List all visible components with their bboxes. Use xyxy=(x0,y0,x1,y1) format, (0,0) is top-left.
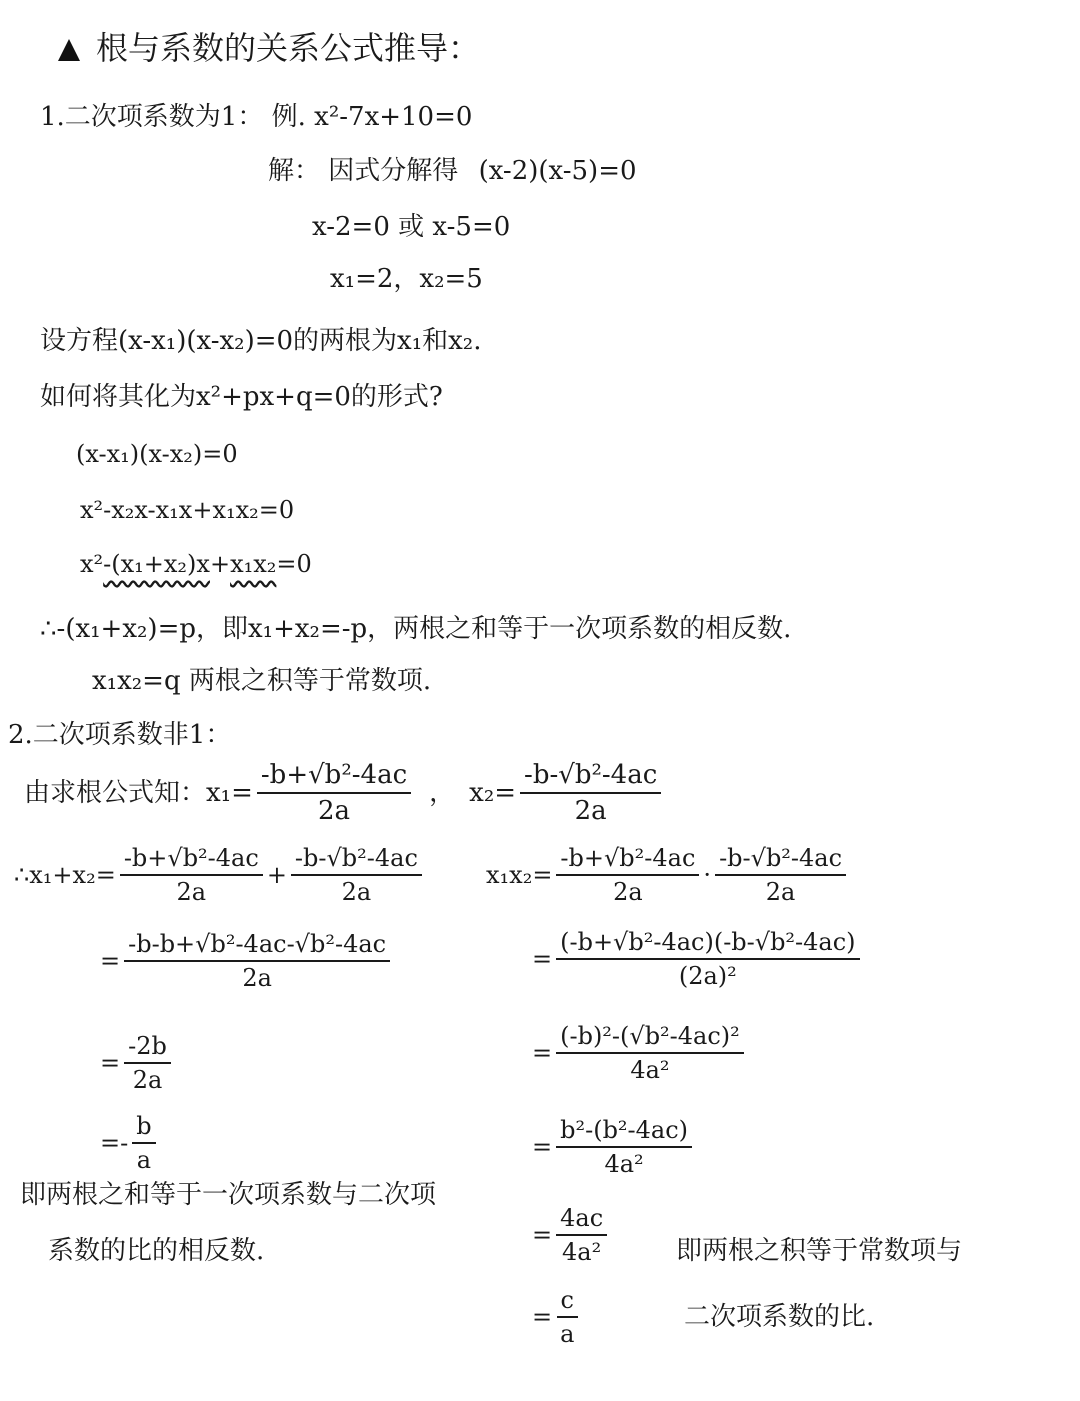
x1-fraction xyxy=(257,762,411,824)
product-term-underlined: x₁x₂ xyxy=(230,550,277,578)
x1-denominator: 2a xyxy=(317,796,351,826)
sum-step-3-fraction xyxy=(124,1034,171,1092)
sum-step-4-denominator: a xyxy=(136,1146,152,1174)
sum-lhs: ∴x₁+x₂= xyxy=(14,861,116,889)
case2-heading: 2.二次项系数非1： xyxy=(8,720,232,750)
sum-step-2-fraction xyxy=(124,932,390,990)
example-equation: x²-7x+10=0 xyxy=(314,102,473,132)
sum-step-4-prefix: =- xyxy=(100,1129,129,1157)
product-step-3-fraction xyxy=(556,1024,744,1082)
product-step-5 xyxy=(532,1206,611,1264)
product-step-5-numerator: 4ac xyxy=(556,1206,607,1236)
product-step-3-numerator: (-b)²-(√b²-4ac)² xyxy=(556,1024,744,1054)
expand-step-3-e: =0 xyxy=(276,550,312,578)
or-step-left: x-2=0 xyxy=(312,212,390,242)
product-step-5-fraction xyxy=(556,1206,607,1264)
x2-lhs: x₂= xyxy=(469,778,517,808)
sum-fraction-1 xyxy=(120,846,263,904)
title xyxy=(58,29,481,67)
sum-f1-numerator: -b+√b²-4ac xyxy=(120,846,263,876)
x1-lhs: x₁= xyxy=(206,778,253,808)
product-lhs: x₁x₂= xyxy=(486,861,553,889)
product-step-6-denominator: a xyxy=(560,1320,575,1348)
root-formula-intro: 由求根公式知： xyxy=(24,778,207,808)
example-label: 例. xyxy=(271,102,306,132)
product-step-2-denominator: (2a)² xyxy=(678,962,737,990)
equals-sign: = xyxy=(532,1133,553,1161)
sum-step-3 xyxy=(100,1034,175,1092)
or-step-line xyxy=(312,214,510,240)
product-step-2-numerator: (-b+√b²-4ac)(-b-√b²-4ac) xyxy=(556,930,859,960)
product-f1-numerator: -b+√b²-4ac xyxy=(556,846,699,876)
sum-step-3-numerator: -2b xyxy=(124,1034,171,1064)
product-step-6-numerator: c xyxy=(557,1288,578,1318)
solution-line xyxy=(268,158,637,184)
expand-step-3 xyxy=(80,552,312,576)
product-step-2-fraction xyxy=(556,930,859,988)
sum-conclusion-1: 即两根之和等于一次项系数与二次项 xyxy=(20,1180,437,1210)
triangle-bullet-icon xyxy=(58,39,80,61)
sum-step-1 xyxy=(14,846,426,904)
product-step-4 xyxy=(532,1118,696,1176)
sum-step-3-denominator: 2a xyxy=(132,1066,163,1094)
sum-f2-denominator: 2a xyxy=(341,878,372,906)
sum-term-underlined: -(x₁+x₂)x xyxy=(103,550,210,578)
equals-sign: = xyxy=(532,1303,553,1331)
product-step-2 xyxy=(532,930,864,988)
product-step-4-denominator: 4a² xyxy=(604,1150,644,1178)
product-step-3-denominator: 4a² xyxy=(630,1056,670,1084)
product-step-4-fraction xyxy=(556,1118,692,1176)
product-step-4-numerator: b²-(b²-4ac) xyxy=(556,1118,692,1148)
roots-line: x₁=2，x₂=5 xyxy=(330,264,483,294)
sum-conclusion-2: 系数的比的相反数. xyxy=(48,1236,265,1266)
factored-equation: (x-2)(x-5)=0 xyxy=(478,156,637,186)
product-f2-denominator: 2a xyxy=(765,878,796,906)
root-formula-line xyxy=(24,762,665,824)
equals-sign: = xyxy=(532,1221,553,1249)
product-conclusion-1: 即两根之积等于常数项与 xyxy=(676,1236,963,1266)
x1-numerator: -b+√b²-4ac xyxy=(257,762,411,794)
sum-fraction-2 xyxy=(291,846,422,904)
conclusion-sum: ∴-(x₁+x₂)=p，即x₁+x₂=-p，两根之和等于一次项系数的相反数. xyxy=(40,614,792,644)
product-conclusion-2: 二次项系数的比. xyxy=(684,1302,875,1332)
assume-line: 设方程(x-x₁)(x-x₂)=0的两根为x₁和x₂. xyxy=(40,326,482,356)
x2-numerator: -b-√b²-4ac xyxy=(520,762,661,794)
or-step-right: x-5=0 xyxy=(432,212,511,242)
product-step-6-fraction xyxy=(556,1288,578,1346)
sum-step-2 xyxy=(100,932,394,990)
sum-step-2-numerator: -b-b+√b²-4ac-√b²-4ac xyxy=(124,932,390,962)
or-word: 或 xyxy=(398,212,425,242)
equals-sign: = xyxy=(532,1039,553,1067)
product-f2-numerator: -b-√b²-4ac xyxy=(715,846,846,876)
formula-comma: ， xyxy=(429,778,456,808)
sum-step-4 xyxy=(100,1114,160,1172)
title-text: 根与系数的关系公式推导： xyxy=(96,29,481,67)
product-fraction-1 xyxy=(556,846,699,904)
expand-step-3-a: x² xyxy=(80,550,104,578)
expand-step-1: (x-x₁)(x-x₂)=0 xyxy=(76,440,238,468)
sum-step-4-fraction xyxy=(132,1114,155,1172)
sum-step-4-numerator: b xyxy=(132,1114,155,1144)
equals-sign: = xyxy=(100,1049,121,1077)
product-fraction-2 xyxy=(715,846,846,904)
conclusion-product: x₁x₂=q 两根之积等于常数项. xyxy=(92,666,432,696)
product-step-1 xyxy=(486,846,850,904)
x2-fraction xyxy=(520,762,661,824)
sum-step-2-denominator: 2a xyxy=(242,964,272,992)
sum-plus: + xyxy=(266,861,287,889)
product-step-3 xyxy=(532,1024,748,1082)
question-line: 如何将其化为x²+px+q=0的形式? xyxy=(40,382,443,412)
solution-text: 因式分解得 xyxy=(328,156,459,186)
equals-sign: = xyxy=(532,945,553,973)
sum-f2-numerator: -b-√b²-4ac xyxy=(291,846,422,876)
x2-denominator: 2a xyxy=(574,796,607,826)
case1-heading-line xyxy=(40,104,472,130)
product-f1-denominator: 2a xyxy=(613,878,643,906)
product-step-6 xyxy=(532,1288,582,1346)
expand-step-2: x²-x₂x-x₁x+x₁x₂=0 xyxy=(80,496,295,524)
equals-sign: = xyxy=(100,947,121,975)
case1-heading: 1.二次项系数为1： xyxy=(40,102,264,132)
product-dot: · xyxy=(703,861,712,889)
sum-f1-denominator: 2a xyxy=(176,878,207,906)
solution-label: 解： xyxy=(268,156,321,186)
product-step-5-denominator: 4a² xyxy=(562,1238,602,1266)
expand-step-3-plus: + xyxy=(209,550,231,578)
